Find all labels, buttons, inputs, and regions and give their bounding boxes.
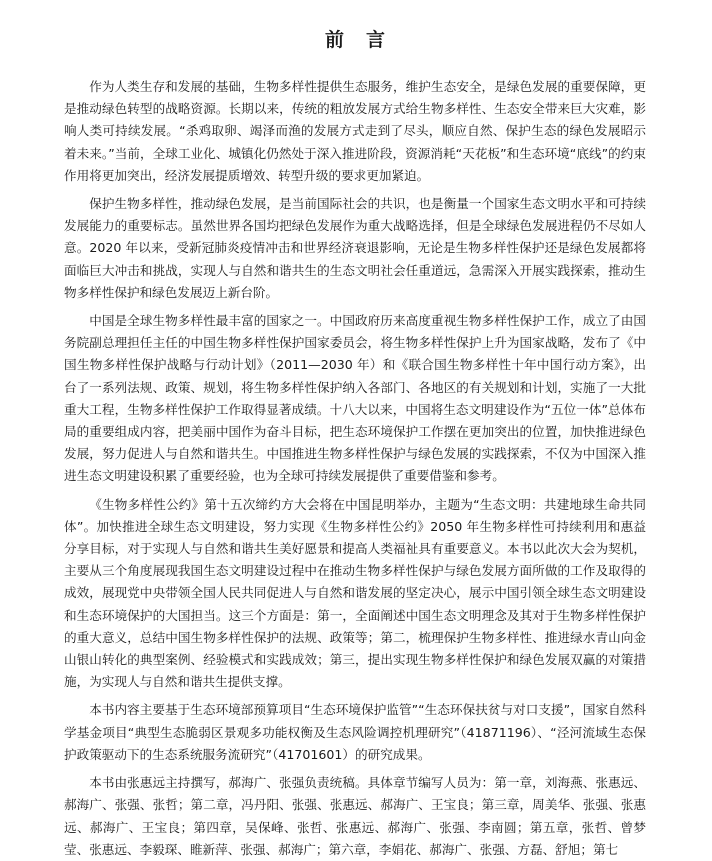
paragraph-4: 《生物多样性公约》第十五次缔约方大会将在中国昆明举办，主题为“生态文明：共建地球生命共同体”。加快推进全球生态文明建设，努力实现《生物多样性公约》2050 年生物多样性可持续利用和惠益分享目标，对于实现人与自然和谐共生美好愿景和提高人类福祉具有重要意义。本书以此次大会为契机，主要从三个角度展现我国生态文明建设过程中在推动生物多样性保护与绿色发展方面所做的工作及取得的成效，展现党中央带领全国人民共同促进人与自然和谐发展的坚定决心，展示中国引领全球生态文明建设和生态环境保护的大国担当。这三个方面是：第一，全面阐述中国生态文明理念及其对于生物多样性保护的重大意义，总结中国生物多样性保护的法规、政策等；第二，梳理保护生物多样性、推进绿水青山向金山银山转化的典型案例、经验模式和实践成效；第三，提出实现生物多样性保护和绿色发展双赢的对策措施，为实现人与自然和谐共生提供支撑。: [64, 496, 646, 690]
paragraph-5: 本书内容主要基于生态环境部预算项目“生态环境保护监管”“生态环保扶贫与对口支援”，国家自然科学基金项目“典型生态脆弱区景观多功能权衡及生态风险调控机理研究”（41871196）、“泾河流域生态保护政策驱动下的生态系统服务流研究”（41701601）的研究成果。: [64, 702, 646, 762]
paragraph-6: 本书由张惠远主持撰写，郝海广、张强负责统稿。具体章节编写人员为：第一章，刘海燕、张惠远、郝海广、张强、张哲；第二章，冯丹阳、张强、张惠远、郝海广、王宝良；第三章，周美华、张强、张惠远、郝海广、王宝良；第四章，吴保峰、张哲、张惠远、郝海广、张强、李南圆；第五章，张哲、曾梦莹、张惠远、李毅琛、睢新萍、张强、郝海广；第六章，李娟花、郝海广、张强、方磊、舒旭；第七: [64, 775, 646, 857]
paragraph-1: 作为人类生存和发展的基础，生物多样性提供生态服务，维护生态安全，是绿色发展的重要保障，更是推动绿色转型的战略资源。长期以来，传统的粗放发展方式给生物多样性、生态安全带来巨大灾难，影响人类可持续发展。“杀鸡取卵、竭泽而渔的发展方式走到了尽头，顺应自然、保护生态的绿色发展昭示着未来。”当前，全球工业化、城镇化仍然处于深入推进阶段，资源消耗“天花板”和生态环境“底线”的约束作用将更加突出，经济发展提质增效、转型升级的要求更加紧迫。: [64, 79, 646, 183]
page-title: 前言: [324, 29, 407, 51]
paragraph-2: 保护生物多样性，推动绿色发展，是当前国际社会的共识，也是衡量一个国家生态文明水平和可持续发展能力的重要标志。虽然世界各国均把绿色发展作为重大战略选择，但是全球绿色发展进程仍不尽如人意。2020 年以来，受新冠肺炎疫情冲击和世界经济衰退影响，无论是生物多样性保护还是绿色发展都将面临巨大冲击和挑战，实现人与自然和谐共生的生态文明社会任重道远，急需深入开展实践探索，推动生物多样性保护和绿色发展迈上新台阶。: [64, 196, 646, 300]
paragraph-3: 中国是全球生物多样性最丰富的国家之一。中国政府历来高度重视生物多样性保护工作，成立了由国务院副总理担任主任的中国生物多样性保护国家委员会，将生物多样性保护上升为国家战略，发布了《中国生物多样性保护战略与行动计划》（2011—2030 年）和《联合国生物多样性十年中国行动方案》，出台了一系列法规、政策、规划，将生物多样性保护纳入各部门、各地区的有关规划和计划，实施了一大批重大工程，生物多样性保护工作取得显著成绩。十八大以来，中国将生态文明建设作为“五位一体”总体布局的重要组成内容，把美丽中国作为奋斗目标，把生态环境保护工作摆在更加突出的位置，加快推进绿色发展，努力促进人与自然和谐共生。中国推进生物多样性保护与绿色发展的实践探索，不仅为中国深入推进生态文明建设积累了重要经验，也为全球可持续发展提供了重要借鉴和参考。: [64, 313, 646, 484]
